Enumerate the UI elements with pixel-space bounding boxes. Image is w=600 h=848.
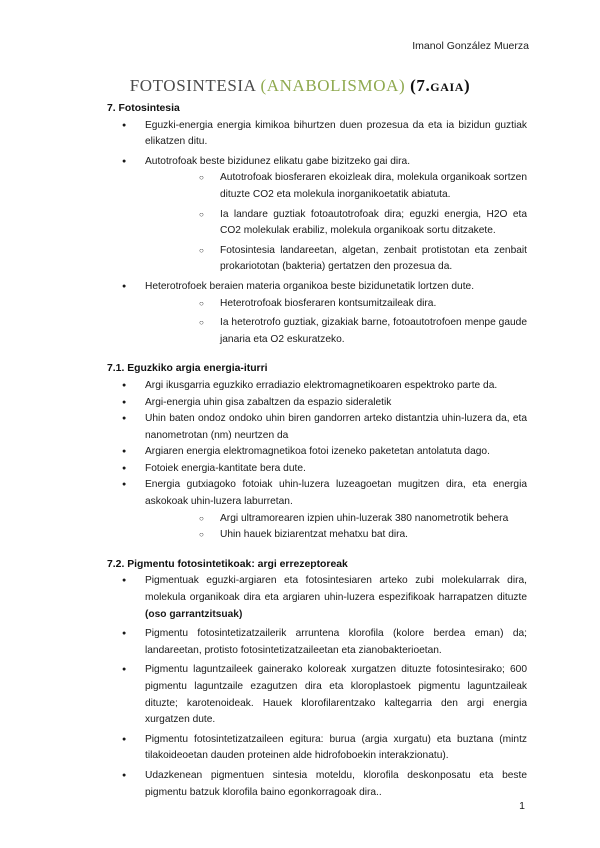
title-anabolismoa: (ANABOLISMOA) [260,76,406,95]
title-gaia: (7.gaia) [410,76,471,95]
sublist-item: ○ Argi ultramorearen izpien uhin-luzerak 380 nanometrotik behera [183,511,527,528]
sublist-item: ○ Fotosintesia landareetan, algetan, zenbait protistotan eta zenbait prokariototan (bakteria) gertatzen den prozesua da. [183,243,527,276]
list-item [107,573,527,623]
list-item: ● Pigmentu laguntzaileek gainerako koloreak xurgatzen dituzte fotosintesirako; 600 pigmentu laguntzaile ezagutzen dira eta kloroplastoek pigmentu laguntzaileak dituzte; karotenoideak. Hauek klorofilarentzako kaltegarria den argi energia xurgatzen dute. [107,662,527,728]
list-item [107,279,527,348]
section-7-heading: 7. Fotosintesia [107,103,180,114]
sublist-heterotrofoak [183,296,527,349]
section-7-list [107,118,527,349]
list-item-text: Energia gutxiagoko fotoiak uhin-luzera luzeagoetan mugitzen dira, eta energia askokoak uhin-luzera laburretan. [145,479,527,508]
list-item: ● Fotoiek energia-kantitate bera dute. [107,461,527,478]
section-7-1-list [107,378,527,544]
sublist-item: ○ Autotrofoak biosferaren ekoizleak dira, molekula organikoak sortzen dituzte CO2 eta molekula inorganikoetatik abiatuta. [183,170,527,203]
sublist-item: ○ Heterotrofoak biosferaren kontsumitzaileak dira. [183,296,527,313]
list-item: ● Argi ikusgarria eguzkiko erradiazio elektromagnetikoaren espektroko parte da. [107,378,527,395]
list-item: ● Uhin baten ondoz ondoko uhin biren gandorren arteko distantzia uhin-luzera da, eta nanometrotan (nm) neurtzen da [107,411,527,444]
list-item-text: Heterotrofoek beraien materia organikoa beste bizidunetatik lortzen dute. [145,280,475,292]
list-item [107,477,527,543]
page-number: 1 [519,800,525,812]
sublist-item: ○ Ia heterotrofo guztiak, gizakiak barne, fotoautotrofoen menpe gaude janaria eta O2 eskuratzeko. [183,315,527,348]
author-name: Imanol González Muerza [412,40,529,52]
sublist-item: ○ Ia landare guztiak fotoautotrofoak dira; eguzki energia, H2O eta CO2 molekulak erabiliz, molekula organikoak sortu ditzakete. [183,207,527,240]
list-item-text: Pigmentuak eguzki-argiaren eta fotosintesiaren arteko zubi molekularrak dira, molekula organikoak dira eta argiaren uhin-luzera espezifikoak harrapatzen dituzte [145,575,527,604]
document-title [0,76,600,96]
list-item: ● Udazkenean pigmentuen sintesia moteldu, klorofila deskonposatu eta beste pigmentu batzuk klorofila baino egonkorragoak dira.. [107,768,527,801]
list-item: ● Pigmentu fotosintetizatzailerik arruntena klorofila (kolore berdea eman) da; landareetan, protisto fotosintetizatzaileetan eta zianobakterioetan. [107,626,527,659]
list-item: ● Argi-energia uhin gisa zabaltzen da espazio sideraletik [107,395,527,412]
title-main: FOTOSINTESIA [129,76,256,95]
sublist-autotrofoak [183,170,527,276]
section-7-2-list [107,573,527,801]
list-item-text: Autotrofoak beste bizidunez elikatu gabe bizitzeko gai dira. [145,155,411,167]
sublist-uhin [183,511,527,544]
section-7-2-heading: 7.2. Pigmentu fotosintetikoak: argi errezeptoreak [107,558,348,570]
list-item [107,154,527,276]
emphasis-text: (oso garrantzitsuak) [145,608,243,620]
document-body [107,101,527,801]
section-7-1-heading: 7.1. Eguzkiko argia energia-iturri [107,363,268,375]
sublist-item: ○ Uhin hauek biziarentzat mehatxu bat dira. [183,527,527,544]
list-item: ● Argiaren energia elektromagnetikoa fotoi izeneko paketetan antolatuta dago. [107,444,527,461]
list-item: ● Eguzki-energia energia kimikoa bihurtzen duen prozesua da eta ia bizidun guztiak elikatzen ditu. [107,118,527,151]
list-item: ● Pigmentu fotosintetizatzaileen egitura: burua (argia xurgatu) eta buztana (mintz tilakoideoetan dauden proteinen alde hidrofoboekin interakzionatu). [107,732,527,765]
